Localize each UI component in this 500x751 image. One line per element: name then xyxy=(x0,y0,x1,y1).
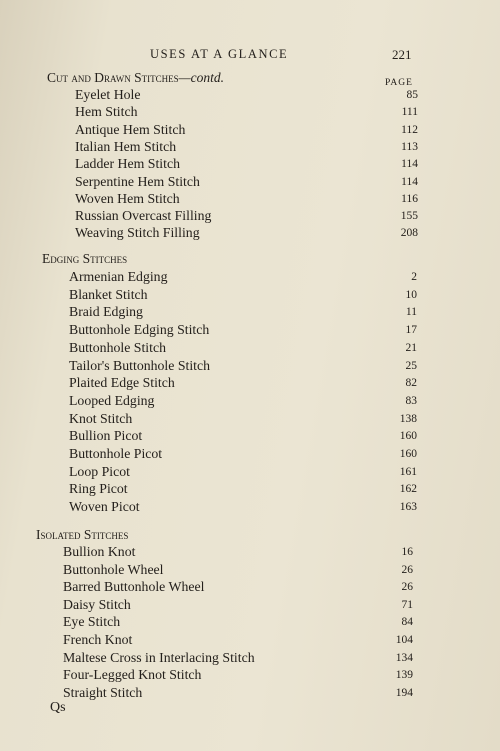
index-entry xyxy=(0,667,500,685)
entry-name: Weaving Stitch Filling xyxy=(75,225,200,241)
entry-page-number: 194 xyxy=(395,686,413,699)
index-entry xyxy=(0,122,500,140)
index-entry xyxy=(0,393,500,411)
entry-name: Braid Edging xyxy=(69,304,143,320)
entry-name: Serpentine Hem Stitch xyxy=(75,173,200,189)
entry-name: French Knot xyxy=(63,632,133,647)
entry-name: Straight Stitch xyxy=(63,684,143,700)
entry-page-number: 104 xyxy=(395,634,413,646)
entry-page-number: 25 xyxy=(405,359,417,372)
entry-page-number: 116 xyxy=(401,192,418,205)
index-entry xyxy=(0,208,500,226)
entry-page-number: 134 xyxy=(395,651,413,664)
page-column-label: PAGE xyxy=(385,78,413,88)
entry-name: Hem Stitch xyxy=(75,104,138,120)
section-title xyxy=(47,70,224,86)
entry-name: Plaited Edge Stitch xyxy=(69,375,175,391)
index-entry xyxy=(0,139,500,157)
index-entry xyxy=(0,375,500,393)
entry-page-number: 26 xyxy=(401,581,413,594)
entry-page-number: 82 xyxy=(405,377,417,390)
section-title xyxy=(42,251,127,267)
entry-page-number: 83 xyxy=(405,394,417,407)
entry-page-number: 21 xyxy=(405,341,417,354)
index-entry xyxy=(0,685,500,703)
entry-name: Tailor's Buttonhole Stitch xyxy=(69,357,211,373)
entry-page-number: 138 xyxy=(399,412,417,425)
entry-name: Four-Legged Knot Stitch xyxy=(63,667,202,683)
entry-name: Knot Stitch xyxy=(69,410,133,426)
index-entry xyxy=(0,481,500,499)
entry-name: Bullion Knot xyxy=(63,544,136,559)
entry-page-number: 10 xyxy=(405,288,417,301)
index-entry xyxy=(0,269,500,287)
index-entry xyxy=(0,340,500,358)
section-title xyxy=(36,527,128,543)
entry-name: Antique Hem Stitch xyxy=(75,121,186,137)
index-entry xyxy=(0,358,500,376)
index-entry xyxy=(0,597,500,615)
entry-page-number: 114 xyxy=(401,158,418,171)
running-head: USES AT A GLANCE xyxy=(150,47,289,61)
section-title-text: Isolated Stitches xyxy=(36,527,129,542)
entry-name: Maltese Cross in Interlacing Stitch xyxy=(63,649,255,665)
entry-page-number: 113 xyxy=(401,140,418,153)
index-entry xyxy=(0,499,500,517)
entry-name: Buttonhole Picot xyxy=(69,446,163,461)
entry-page-number: 155 xyxy=(400,210,418,223)
index-entry xyxy=(0,287,500,305)
entry-page-number: 160 xyxy=(399,448,417,460)
entry-page-number: 114 xyxy=(401,175,418,188)
entry-page-number: 111 xyxy=(401,106,418,119)
entry-page-number: 71 xyxy=(401,598,413,611)
entry-page-number: 11 xyxy=(405,306,417,319)
signature-mark: Qs xyxy=(50,700,66,715)
entry-name: Buttonhole Wheel xyxy=(63,561,164,577)
entry-page-number: 161 xyxy=(399,465,417,478)
index-entry xyxy=(0,446,500,464)
entry-name: Bullion Picot xyxy=(69,428,143,444)
entry-name: Woven Hem Stitch xyxy=(75,190,180,206)
entry-name: Buttonhole Stitch xyxy=(69,339,166,355)
index-entry xyxy=(0,304,500,322)
index-entry xyxy=(0,411,500,429)
entry-name: Loop Picot xyxy=(69,463,130,479)
entry-name: Barred Buttonhole Wheel xyxy=(63,579,205,595)
index-entry xyxy=(0,614,500,632)
index-entry xyxy=(0,428,500,446)
entry-page-number: 84 xyxy=(401,616,413,629)
index-entry xyxy=(0,650,500,668)
section-title-text: Cut and Drawn Stitches xyxy=(47,70,179,85)
index-entry xyxy=(0,579,500,597)
entry-name: Ladder Hem Stitch xyxy=(75,156,180,172)
section-title-text: Edging Stitches xyxy=(42,251,128,266)
entry-name: Woven Picot xyxy=(69,499,140,515)
index-entry xyxy=(0,174,500,192)
index-entry xyxy=(0,544,500,562)
index-entry xyxy=(0,156,500,174)
entry-page-number: 163 xyxy=(399,501,417,514)
entry-name: Eye Stitch xyxy=(63,614,121,630)
index-entry xyxy=(0,87,500,105)
entry-page-number: 112 xyxy=(401,123,418,136)
page-header xyxy=(0,47,500,63)
entry-name: Italian Hem Stitch xyxy=(75,138,177,154)
entry-name: Eyelet Hole xyxy=(75,87,141,102)
index-entry xyxy=(0,225,500,243)
section-title-continued: —contd. xyxy=(178,70,225,85)
entry-page-number: 26 xyxy=(401,563,413,576)
index-entry xyxy=(0,464,500,482)
index-entry xyxy=(0,322,500,340)
entry-name: Ring Picot xyxy=(69,481,128,497)
entry-page-number: 2 xyxy=(411,271,417,283)
entry-page-number: 160 xyxy=(399,430,417,443)
page-number: 221 xyxy=(392,47,412,62)
entry-name: Russian Overcast Filling xyxy=(75,208,212,224)
entry-name: Blanket Stitch xyxy=(69,286,148,302)
index-entry xyxy=(0,104,500,122)
entry-page-number: 208 xyxy=(400,227,418,240)
entry-page-number: 17 xyxy=(405,324,417,337)
entry-page-number: 16 xyxy=(401,546,413,558)
index-entry xyxy=(0,632,500,650)
entry-page-number: 85 xyxy=(406,89,418,101)
entry-name: Armenian Edging xyxy=(69,269,168,284)
index-entry xyxy=(0,191,500,209)
index-entry xyxy=(0,562,500,580)
entry-name: Buttonhole Edging Stitch xyxy=(69,322,210,338)
entry-page-number: 139 xyxy=(395,669,413,682)
entry-name: Daisy Stitch xyxy=(63,596,131,612)
entry-page-number: 162 xyxy=(399,483,417,496)
entry-name: Looped Edging xyxy=(69,392,155,408)
